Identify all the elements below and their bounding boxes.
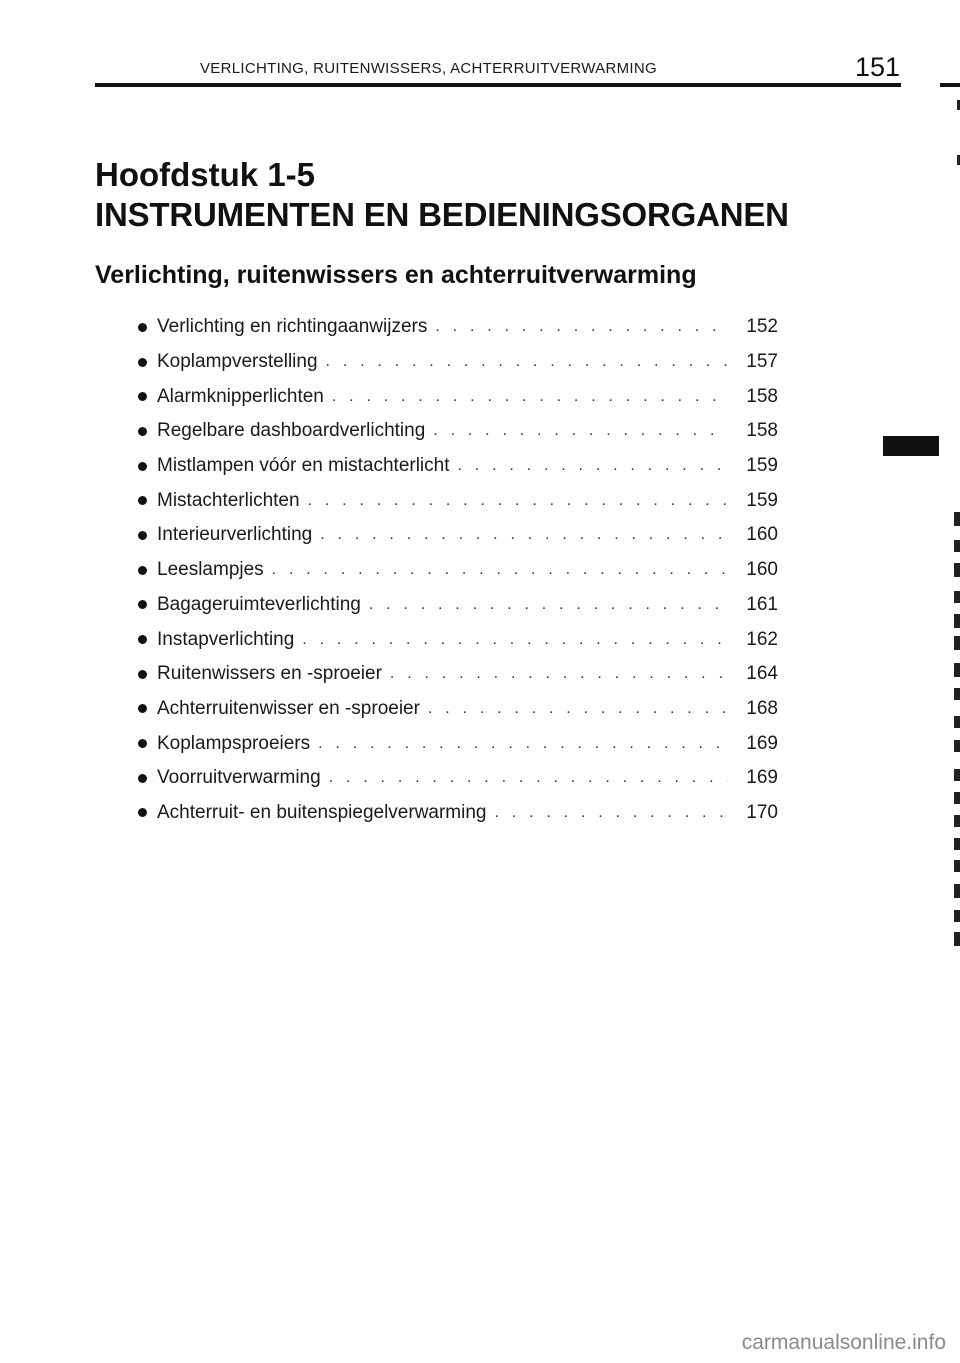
toc-page: 159 (746, 455, 778, 477)
dot-leader (495, 804, 729, 822)
bullet-icon (138, 774, 147, 783)
bullet-icon (138, 531, 147, 540)
toc-label: Koplampsproeiers (157, 732, 311, 754)
edge-mark (954, 740, 960, 752)
dot-leader (458, 457, 729, 475)
edge-mark (954, 792, 960, 804)
toc-item (138, 553, 778, 588)
toc-item (138, 518, 778, 553)
bullet-icon (138, 427, 147, 436)
bullet-icon (138, 670, 147, 679)
toc-page: 168 (746, 697, 778, 719)
toc-item (138, 796, 778, 831)
dot-leader (326, 353, 728, 371)
edge-mark (954, 663, 960, 677)
dot-leader (329, 769, 728, 787)
edge-mark (954, 769, 960, 781)
edge-mark (954, 932, 960, 946)
bullet-icon (138, 600, 147, 609)
toc-page: 158 (746, 420, 778, 442)
toc-label: Leeslampjes (157, 559, 264, 581)
bullet-icon (138, 704, 147, 713)
edge-mark (954, 716, 960, 728)
edge-mark (954, 512, 960, 526)
toc-label: Ruitenwissers en -sproeier (157, 663, 382, 685)
toc-page: 169 (746, 732, 778, 754)
toc-label: Interieurverlichting (157, 524, 313, 546)
toc-item (138, 761, 778, 796)
edge-mark (954, 614, 960, 628)
bullet-icon (138, 496, 147, 505)
header-rule (95, 83, 901, 87)
toc-label: Voorruitverwarming (157, 767, 321, 789)
dot-leader (302, 631, 728, 649)
edge-mark (954, 636, 960, 650)
bullet-icon (138, 739, 147, 748)
bullet-icon (138, 808, 147, 817)
edge-mark (954, 884, 960, 898)
bullet-icon (138, 323, 147, 332)
bullet-icon (138, 635, 147, 644)
dot-leader (332, 388, 728, 406)
dot-leader (433, 422, 728, 440)
edge-mark (954, 860, 960, 872)
toc-page: 162 (746, 628, 778, 650)
toc-label: Mistachterlichten (157, 489, 300, 511)
watermark: carmanualsonline.info (741, 1331, 946, 1354)
toc-page: 169 (746, 767, 778, 789)
toc-item (138, 483, 778, 518)
dot-leader (272, 561, 728, 579)
toc-page: 164 (746, 663, 778, 685)
toc-page: 157 (746, 351, 778, 373)
toc-label: Bagageruimteverlichting (157, 593, 361, 615)
edge-mark (954, 688, 960, 700)
toc-page: 170 (746, 801, 778, 823)
toc-label: Achterruit- en buitenspiegelverwarming (157, 801, 487, 823)
toc-item (138, 622, 778, 657)
section-title: Verlichting, ruitenwissers en achterruitverwarming (95, 261, 697, 289)
bullet-icon (138, 566, 147, 575)
header-rule-tail (940, 83, 960, 87)
dot-leader (435, 318, 728, 336)
toc-label: Mistlampen vóór en mistachterlicht (157, 455, 450, 477)
dot-leader (428, 700, 728, 718)
toc-page: 160 (746, 524, 778, 546)
toc-item (138, 692, 778, 727)
toc-item (138, 726, 778, 761)
toc-page: 161 (746, 593, 778, 615)
bullet-icon (138, 392, 147, 401)
toc-item (138, 310, 778, 345)
chapter-title: INSTRUMENTEN EN BEDIENINGSORGANEN (95, 196, 789, 233)
toc-label: Verlichting en richtingaanwijzers (157, 316, 428, 338)
toc-item (138, 414, 778, 449)
toc-page: 152 (746, 316, 778, 338)
toc-page: 158 (746, 385, 778, 407)
chapter-side-tab (883, 436, 939, 456)
dot-leader (320, 526, 728, 544)
chapter-number: Hoofdstuk 1-5 (95, 156, 316, 193)
toc-item (138, 345, 778, 380)
toc-page: 159 (746, 489, 778, 511)
toc-list (138, 310, 778, 830)
toc-item (138, 588, 778, 623)
toc-item (138, 657, 778, 692)
toc-label: Alarmknipperlichten (157, 385, 324, 407)
toc-page: 160 (746, 559, 778, 581)
edge-mark (954, 563, 960, 577)
toc-item (138, 379, 778, 414)
dot-leader (318, 735, 728, 753)
toc-label: Instapverlichting (157, 628, 295, 650)
toc-label: Regelbare dashboardverlichting (157, 420, 426, 442)
dot-leader (369, 596, 728, 614)
running-head: VERLICHTING, RUITENWISSERS, ACHTERRUITVERWARMING (200, 60, 657, 77)
toc-label: Achterruitenwisser en -sproeier (157, 697, 420, 719)
edge-mark (954, 540, 960, 552)
bullet-icon (138, 462, 147, 471)
toc-item (138, 449, 778, 484)
page-number: 151 (855, 52, 901, 82)
dot-leader (308, 492, 728, 510)
edge-mark (954, 910, 960, 922)
dot-leader (390, 665, 728, 683)
toc-label: Koplampverstelling (157, 351, 318, 373)
bullet-icon (138, 358, 147, 367)
edge-mark (954, 591, 960, 603)
edge-mark (954, 838, 960, 850)
edge-mark (954, 815, 960, 827)
